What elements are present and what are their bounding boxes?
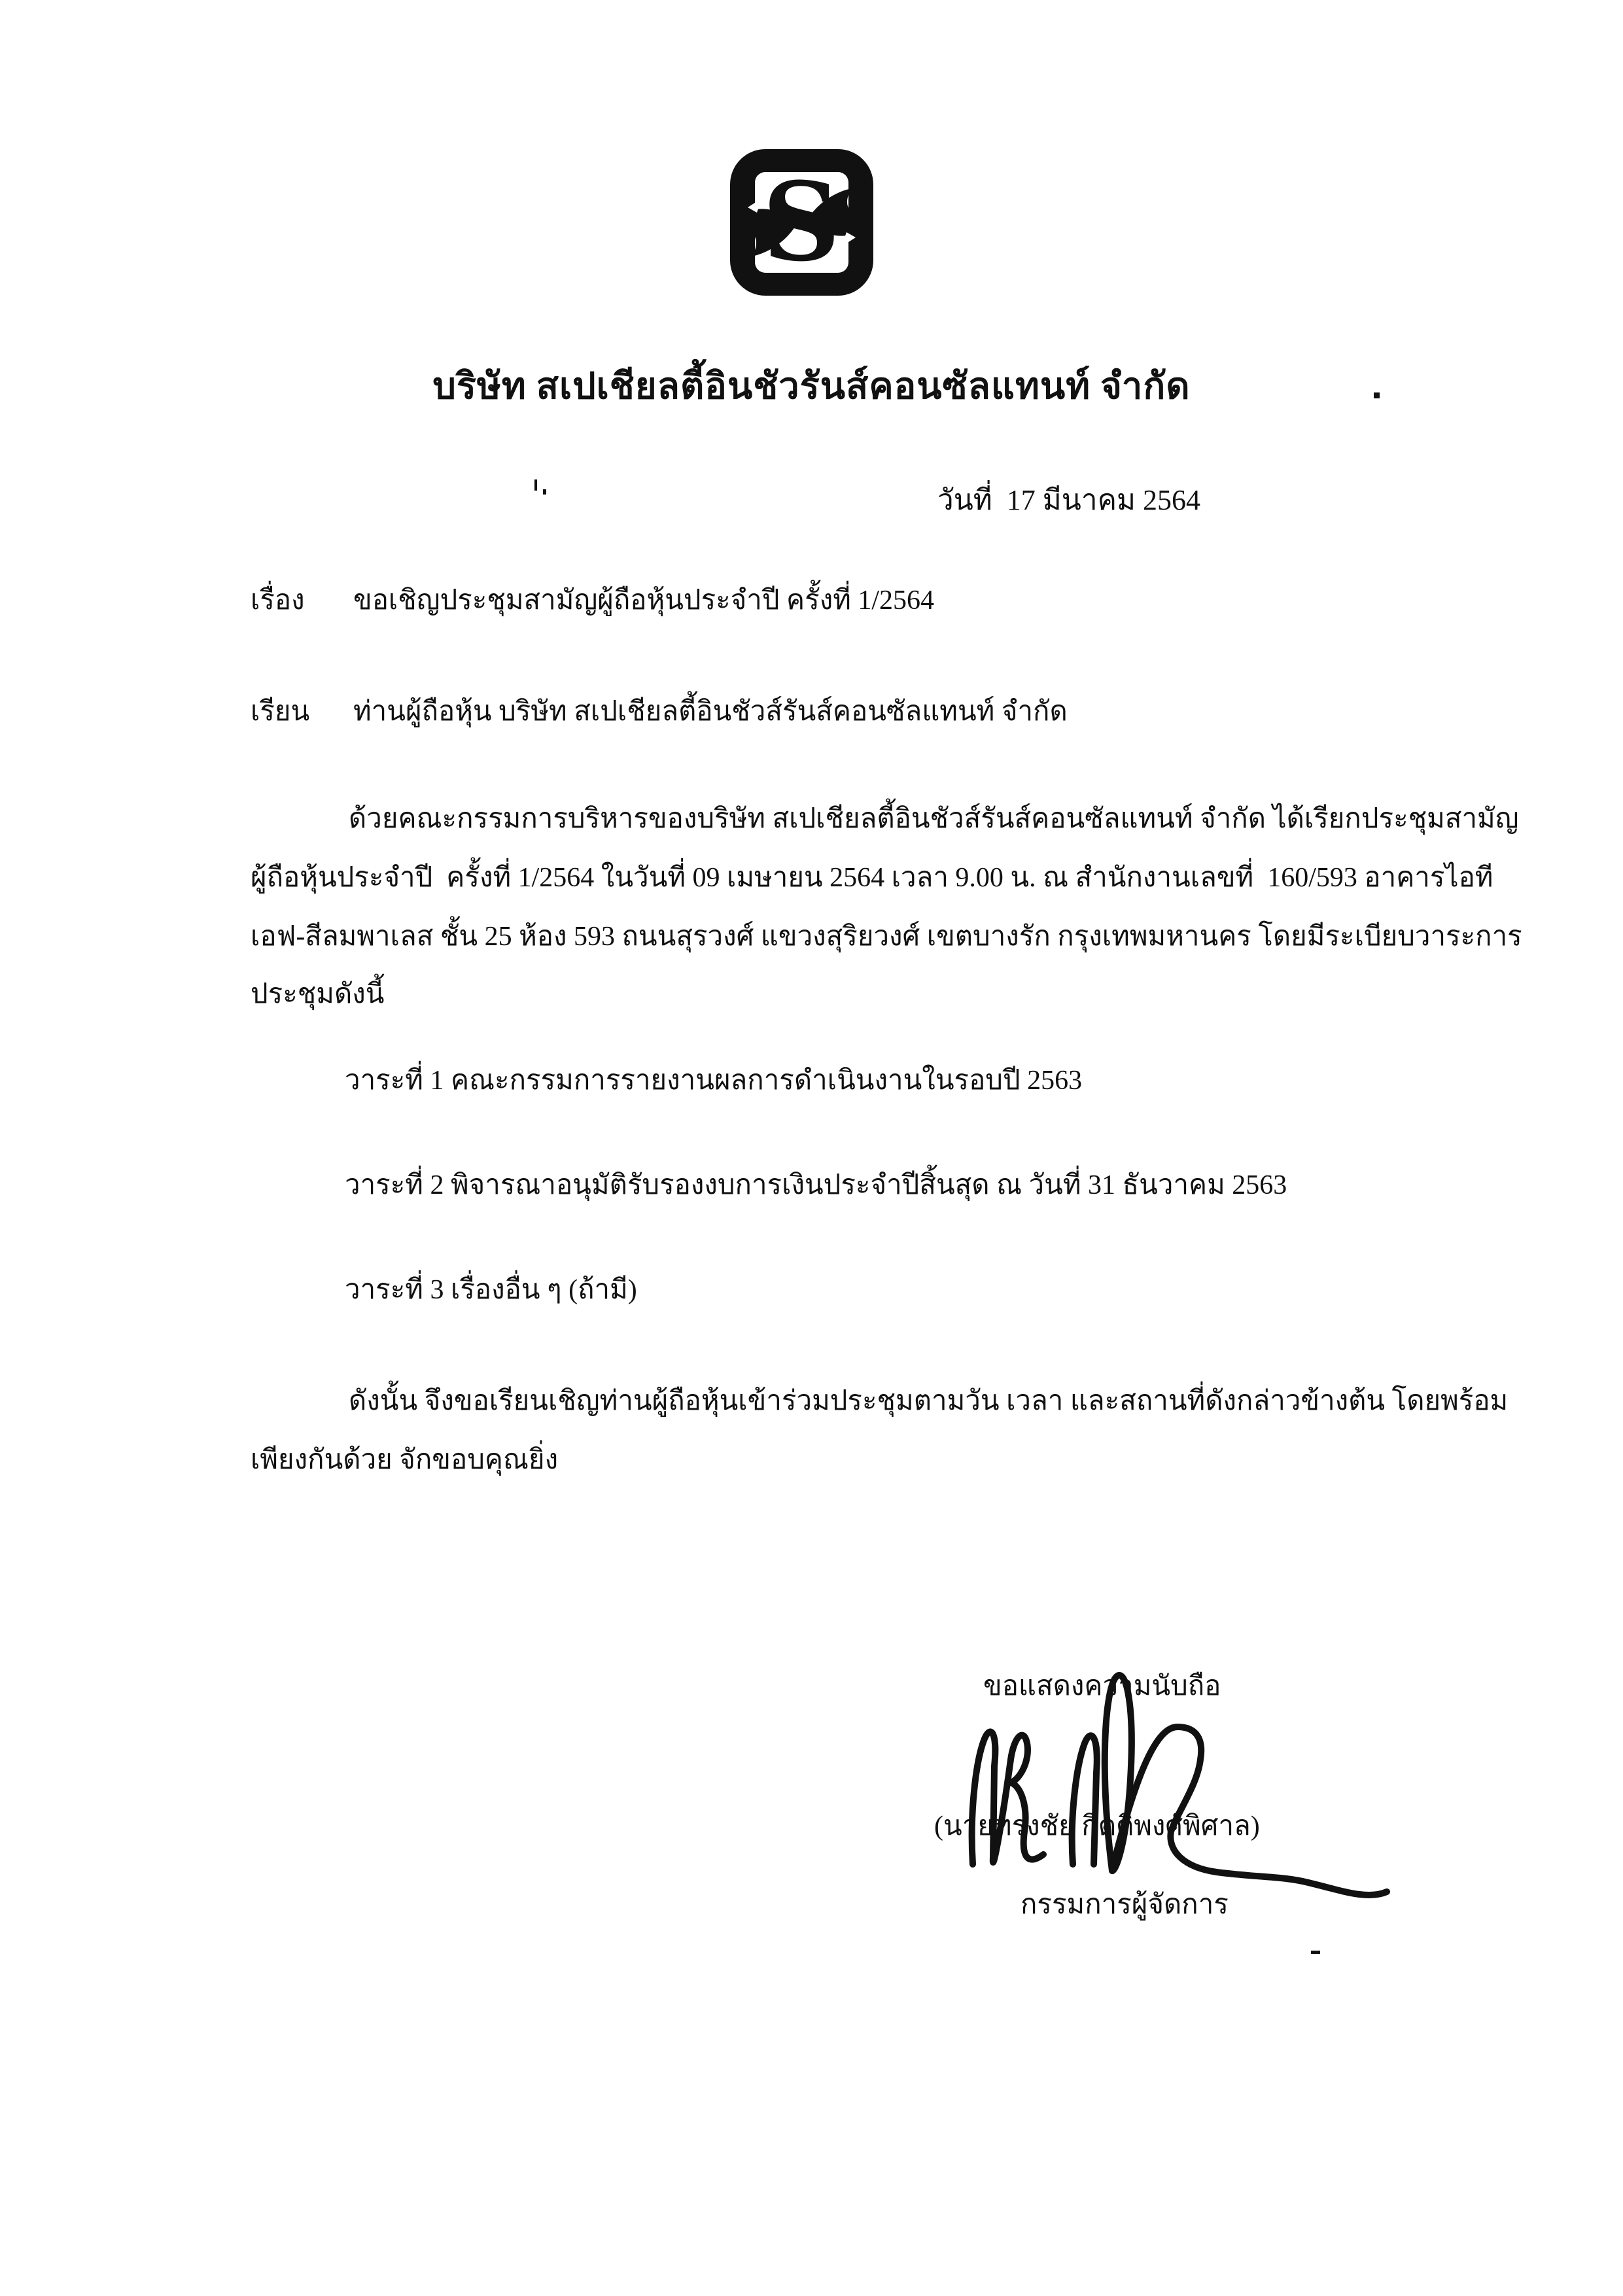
scan-artifact-mark [543, 489, 546, 495]
letter-date: วันที่ 17 มีนาคม 2564 [937, 484, 1201, 516]
complimentary-close: ขอแสดงความนับถือ [983, 1671, 1221, 1701]
company-name-title: บริษัท สเปเชียลตี้อินชัวรันส์คอนซัลแทนท์ จำกัด [432, 366, 1191, 407]
scan-artifact-dot [1374, 392, 1380, 398]
s-monogram-icon [728, 147, 875, 298]
agenda-item: วาระที่ 2 พิจารณาอนุมัติรับรองงบการเงินประจำปีสิ้นสุด ณ วันที่ 31 ธันวาคม 2563 [345, 1170, 1287, 1200]
company-logo [718, 135, 865, 286]
agenda-item: วาระที่ 1 คณะกรรมการรายงานผลการดำเนินงานในรอบปี 2563 [345, 1066, 1083, 1096]
agenda-item: วาระที่ 3 เรื่องอื่น ๆ (ถ้ามี) [345, 1275, 637, 1305]
subject-text: ขอเชิญประชุมสามัญผู้ถือหุ้นประจำปี ครั้งที่ 1/2564 [353, 585, 935, 616]
recipient-label: เรียน [251, 697, 310, 727]
signer-name: (นายทรงชัย กิตติพงศ์พิศาล) [934, 1811, 1260, 1841]
scan-artifact-dash [1311, 1951, 1320, 1954]
subject-label: เรื่อง [251, 585, 305, 616]
recipient-text: ท่านผู้ถือหุ้น บริษัท สเปเชียลตี้อินชัวส์รันส์คอนซัลแทนท์ จำกัด [353, 697, 1068, 727]
body-line: เอฟ-สีลมพาเลส ชั้น 25 ห้อง 593 ถนนสุรวงศ์ แขวงสุริยวงศ์ เขตบางรัก กรุงเทพมหานคร โดยมีระเบียบวาระการ [251, 922, 1522, 952]
scan-artifact-mark [534, 479, 537, 491]
body-line: ผู้ถือหุ้นประจำปี ครั้งที่ 1/2564 ในวันที่ 09 เมษายน 2564 เวลา 9.00 น. ณ สำนักงานเลขที่ 160/593 อาคารไอที [251, 863, 1493, 893]
signer-title: กรรมการผู้จัดการ [1021, 1890, 1229, 1920]
closing-line: ดังนั้น จึงขอเรียนเชิญท่านผู้ถือหุ้นเข้าร่วมประชุมตามวัน เวลา และสถานที่ดังกล่าวข้างต้น โดยพร้อม [349, 1386, 1509, 1416]
body-line: ประชุมดังนี้ [251, 979, 385, 1009]
body-line: ด้วยคณะกรรมการบริหารของบริษัท สเปเชียลตี้อินชัวส์รันส์คอนซัลแทนท์ จำกัด ได้เรียกประชุมสามัญ [349, 804, 1519, 834]
svg-text:S: S [762, 158, 841, 285]
closing-line: เพียงกันด้วย จักขอบคุณยิ่ง [251, 1445, 559, 1475]
